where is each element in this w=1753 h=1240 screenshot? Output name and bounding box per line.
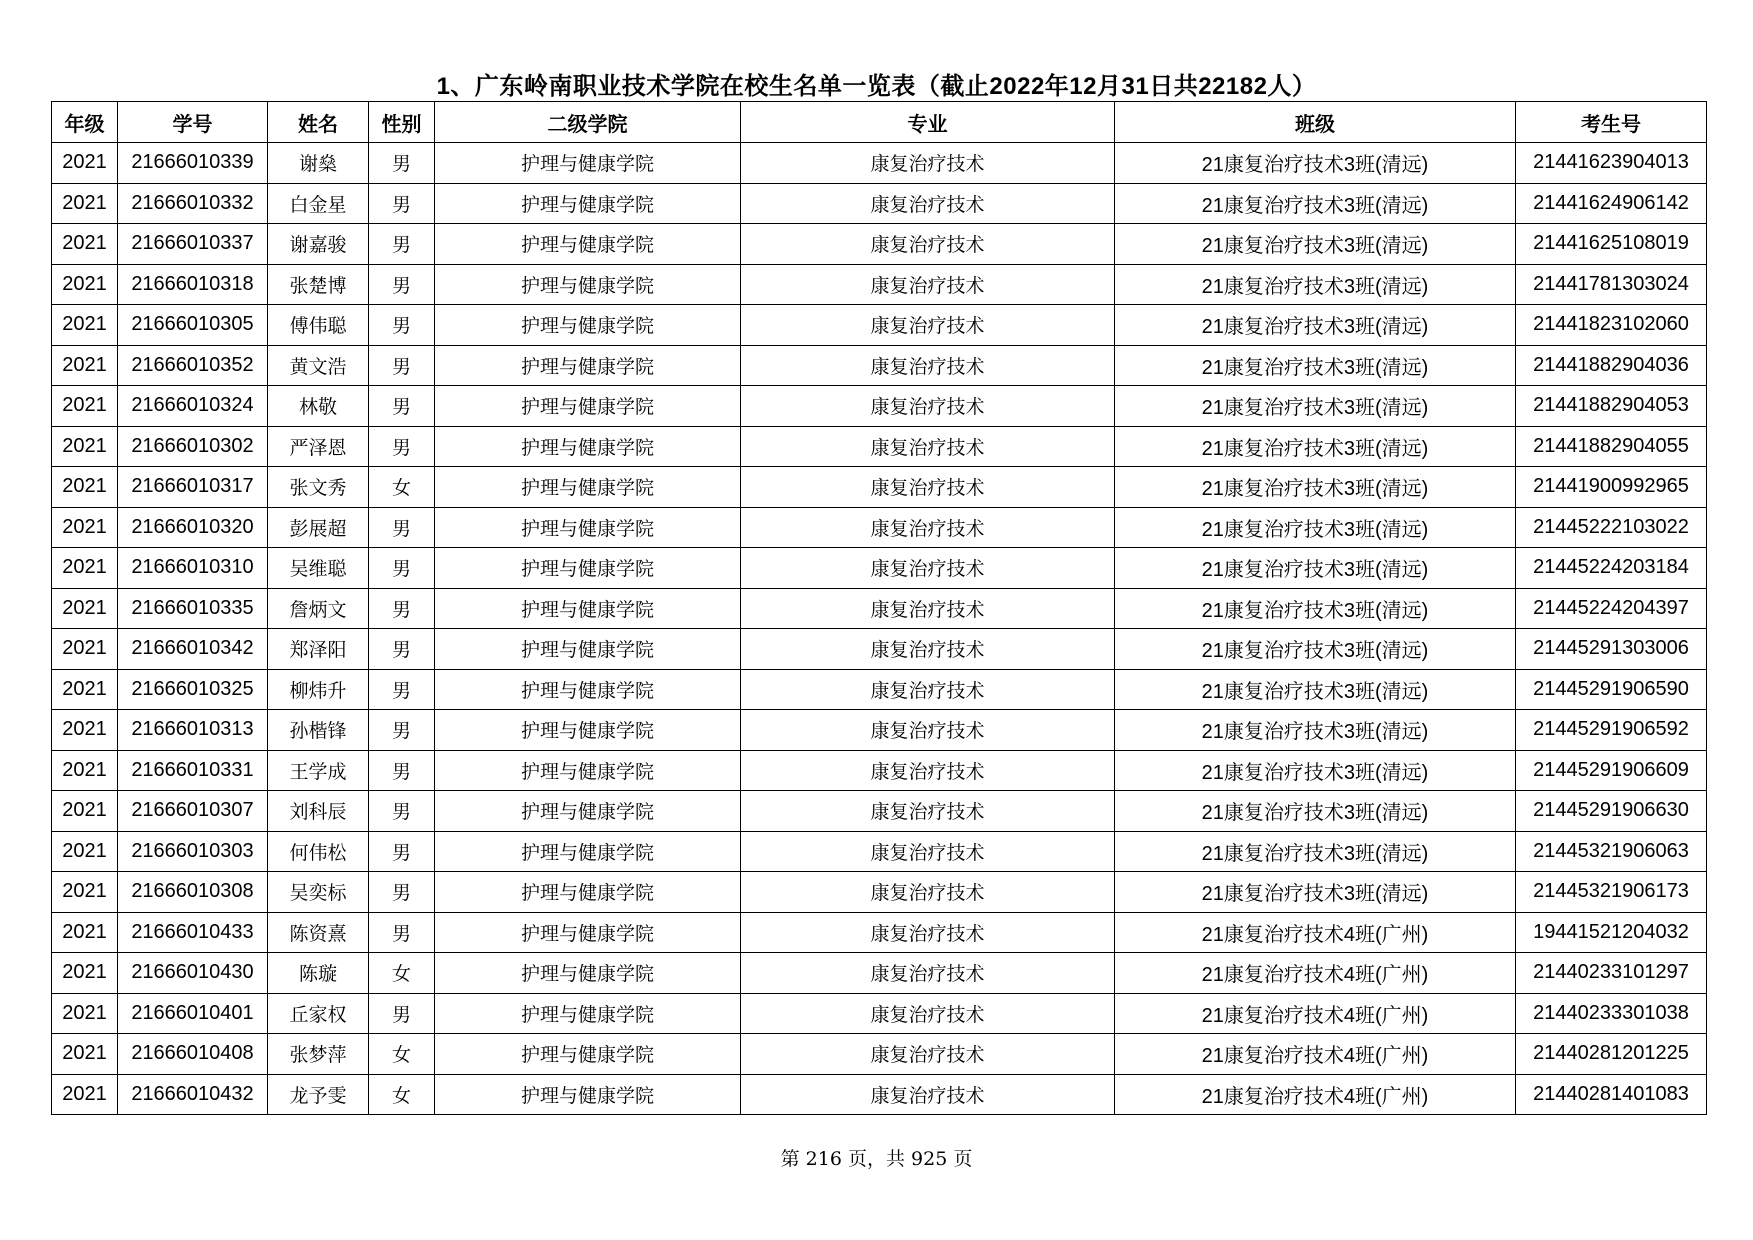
class-cell: 21康复治疗技术4班(广州): [1115, 993, 1516, 1034]
table-row: [52, 507, 1707, 548]
header-class: 班级: [1115, 102, 1516, 143]
gender-cell: 男: [369, 143, 435, 184]
major-cell: 康复治疗技术: [741, 791, 1115, 832]
gender-cell: 男: [369, 831, 435, 872]
table-row: [52, 588, 1707, 629]
name-cell: 黄文浩: [268, 345, 369, 386]
college-cell: 护理与健康学院: [435, 264, 741, 305]
name-cell: 郑泽阳: [268, 629, 369, 670]
table-row: [52, 1074, 1707, 1115]
college-cell: 护理与健康学院: [435, 305, 741, 346]
name-cell: 龙予雯: [268, 1074, 369, 1115]
name-cell: 陈资熹: [268, 912, 369, 953]
student-id-cell: 21666010342: [118, 629, 268, 670]
student-id-cell: 21666010303: [118, 831, 268, 872]
student-id-cell: 21666010307: [118, 791, 268, 832]
student-id-cell: 21666010335: [118, 588, 268, 629]
gender-cell: 男: [369, 386, 435, 427]
college-cell: 护理与健康学院: [435, 224, 741, 265]
grade-cell: 2021: [52, 386, 118, 427]
gender-cell: 男: [369, 305, 435, 346]
table-row: [52, 426, 1707, 467]
college-cell: 护理与健康学院: [435, 912, 741, 953]
gender-cell: 男: [369, 588, 435, 629]
college-cell: 护理与健康学院: [435, 386, 741, 427]
name-cell: 张梦萍: [268, 1034, 369, 1075]
student-id-cell: 21666010432: [118, 1074, 268, 1115]
college-cell: 护理与健康学院: [435, 507, 741, 548]
grade-cell: 2021: [52, 426, 118, 467]
exam-number-cell: 21441625108019: [1516, 224, 1707, 265]
grade-cell: 2021: [52, 588, 118, 629]
class-cell: 21康复治疗技术3班(清远): [1115, 669, 1516, 710]
grade-cell: 2021: [52, 507, 118, 548]
college-cell: 护理与健康学院: [435, 426, 741, 467]
table-row: [52, 872, 1707, 913]
college-cell: 护理与健康学院: [435, 143, 741, 184]
major-cell: 康复治疗技术: [741, 710, 1115, 751]
grade-cell: 2021: [52, 467, 118, 508]
table-row: [52, 831, 1707, 872]
college-cell: 护理与健康学院: [435, 1074, 741, 1115]
table-row: [52, 953, 1707, 994]
exam-number-cell: 21441781303024: [1516, 264, 1707, 305]
name-cell: 张楚博: [268, 264, 369, 305]
gender-cell: 男: [369, 548, 435, 589]
table-row: [52, 224, 1707, 265]
exam-number-cell: 21440281201225: [1516, 1034, 1707, 1075]
name-cell: 彭展超: [268, 507, 369, 548]
exam-number-cell: 21441624906142: [1516, 183, 1707, 224]
exam-number-cell: 21445291906609: [1516, 750, 1707, 791]
name-cell: 丘家权: [268, 993, 369, 1034]
grade-cell: 2021: [52, 872, 118, 913]
major-cell: 康复治疗技术: [741, 912, 1115, 953]
student-id-cell: 21666010324: [118, 386, 268, 427]
table-row: [52, 143, 1707, 184]
college-cell: 护理与健康学院: [435, 710, 741, 751]
college-cell: 护理与健康学院: [435, 791, 741, 832]
table-body: [52, 143, 1707, 1115]
table-row: [52, 993, 1707, 1034]
student-id-cell: 21666010318: [118, 264, 268, 305]
header-major: 专业: [741, 102, 1115, 143]
gender-cell: 男: [369, 264, 435, 305]
college-cell: 护理与健康学院: [435, 1034, 741, 1075]
name-cell: 何伟松: [268, 831, 369, 872]
header-exam-number: 考生号: [1516, 102, 1707, 143]
major-cell: 康复治疗技术: [741, 1034, 1115, 1075]
major-cell: 康复治疗技术: [741, 345, 1115, 386]
class-cell: 21康复治疗技术3班(清远): [1115, 548, 1516, 589]
major-cell: 康复治疗技术: [741, 467, 1115, 508]
class-cell: 21康复治疗技术3班(清远): [1115, 872, 1516, 913]
gender-cell: 男: [369, 669, 435, 710]
header-name: 姓名: [268, 102, 369, 143]
class-cell: 21康复治疗技术4班(广州): [1115, 1034, 1516, 1075]
class-cell: 21康复治疗技术3班(清远): [1115, 467, 1516, 508]
major-cell: 康复治疗技术: [741, 548, 1115, 589]
college-cell: 护理与健康学院: [435, 831, 741, 872]
student-id-cell: 21666010352: [118, 345, 268, 386]
exam-number-cell: 21441882904036: [1516, 345, 1707, 386]
student-id-cell: 21666010325: [118, 669, 268, 710]
student-id-cell: 21666010313: [118, 710, 268, 751]
table-row: [52, 669, 1707, 710]
major-cell: 康复治疗技术: [741, 183, 1115, 224]
grade-cell: 2021: [52, 791, 118, 832]
grade-cell: 2021: [52, 912, 118, 953]
gender-cell: 男: [369, 426, 435, 467]
student-id-cell: 21666010302: [118, 426, 268, 467]
major-cell: 康复治疗技术: [741, 953, 1115, 994]
student-id-cell: 21666010339: [118, 143, 268, 184]
table-header-row: [52, 102, 1707, 143]
exam-number-cell: 21445224203184: [1516, 548, 1707, 589]
table-row: [52, 791, 1707, 832]
gender-cell: 男: [369, 791, 435, 832]
college-cell: 护理与健康学院: [435, 993, 741, 1034]
page-footer: 第 216 页，共 925 页: [780, 1148, 973, 1170]
major-cell: 康复治疗技术: [741, 831, 1115, 872]
name-cell: 傅伟聪: [268, 305, 369, 346]
table-row: [52, 1034, 1707, 1075]
student-id-cell: 21666010401: [118, 993, 268, 1034]
student-roster-table: [51, 101, 1707, 1115]
major-cell: 康复治疗技术: [741, 669, 1115, 710]
grade-cell: 2021: [52, 183, 118, 224]
major-cell: 康复治疗技术: [741, 629, 1115, 670]
name-cell: 刘科辰: [268, 791, 369, 832]
gender-cell: 男: [369, 912, 435, 953]
gender-cell: 男: [369, 507, 435, 548]
table-row: [52, 912, 1707, 953]
header-grade: 年级: [52, 102, 118, 143]
class-cell: 21康复治疗技术4班(广州): [1115, 1074, 1516, 1115]
college-cell: 护理与健康学院: [435, 872, 741, 913]
student-id-cell: 21666010308: [118, 872, 268, 913]
major-cell: 康复治疗技术: [741, 426, 1115, 467]
grade-cell: 2021: [52, 1034, 118, 1075]
class-cell: 21康复治疗技术3班(清远): [1115, 507, 1516, 548]
grade-cell: 2021: [52, 305, 118, 346]
gender-cell: 女: [369, 467, 435, 508]
header-student-id: 学号: [118, 102, 268, 143]
grade-cell: 2021: [52, 710, 118, 751]
major-cell: 康复治疗技术: [741, 507, 1115, 548]
class-cell: 21康复治疗技术3班(清远): [1115, 264, 1516, 305]
class-cell: 21康复治疗技术3班(清远): [1115, 224, 1516, 265]
major-cell: 康复治疗技术: [741, 386, 1115, 427]
major-cell: 康复治疗技术: [741, 993, 1115, 1034]
table-row: [52, 548, 1707, 589]
class-cell: 21康复治疗技术3班(清远): [1115, 831, 1516, 872]
student-id-cell: 21666010430: [118, 953, 268, 994]
exam-number-cell: 21440281401083: [1516, 1074, 1707, 1115]
college-cell: 护理与健康学院: [435, 953, 741, 994]
student-id-cell: 21666010337: [118, 224, 268, 265]
table-row: [52, 305, 1707, 346]
grade-cell: 2021: [52, 953, 118, 994]
student-id-cell: 21666010320: [118, 507, 268, 548]
table-row: [52, 467, 1707, 508]
exam-number-cell: 21440233101297: [1516, 953, 1707, 994]
gender-cell: 女: [369, 953, 435, 994]
name-cell: 詹炳文: [268, 588, 369, 629]
grade-cell: 2021: [52, 831, 118, 872]
college-cell: 护理与健康学院: [435, 669, 741, 710]
name-cell: 柳炜升: [268, 669, 369, 710]
header-college: 二级学院: [435, 102, 741, 143]
major-cell: 康复治疗技术: [741, 1074, 1115, 1115]
major-cell: 康复治疗技术: [741, 588, 1115, 629]
student-id-cell: 21666010317: [118, 467, 268, 508]
class-cell: 21康复治疗技术3班(清远): [1115, 305, 1516, 346]
class-cell: 21康复治疗技术3班(清远): [1115, 710, 1516, 751]
class-cell: 21康复治疗技术3班(清远): [1115, 588, 1516, 629]
name-cell: 白金星: [268, 183, 369, 224]
college-cell: 护理与健康学院: [435, 629, 741, 670]
exam-number-cell: 21441623904013: [1516, 143, 1707, 184]
name-cell: 严泽恩: [268, 426, 369, 467]
gender-cell: 女: [369, 1034, 435, 1075]
major-cell: 康复治疗技术: [741, 305, 1115, 346]
gender-cell: 男: [369, 750, 435, 791]
grade-cell: 2021: [52, 224, 118, 265]
gender-cell: 男: [369, 224, 435, 265]
student-id-cell: 21666010332: [118, 183, 268, 224]
class-cell: 21康复治疗技术4班(广州): [1115, 912, 1516, 953]
exam-number-cell: 21445224204397: [1516, 588, 1707, 629]
college-cell: 护理与健康学院: [435, 548, 741, 589]
table-row: [52, 345, 1707, 386]
name-cell: 吴奕标: [268, 872, 369, 913]
class-cell: 21康复治疗技术3班(清远): [1115, 345, 1516, 386]
class-cell: 21康复治疗技术3班(清远): [1115, 426, 1516, 467]
grade-cell: 2021: [52, 264, 118, 305]
major-cell: 康复治疗技术: [741, 750, 1115, 791]
exam-number-cell: 21445321906173: [1516, 872, 1707, 913]
name-cell: 谢嘉骏: [268, 224, 369, 265]
class-cell: 21康复治疗技术3班(清远): [1115, 791, 1516, 832]
exam-number-cell: 19441521204032: [1516, 912, 1707, 953]
major-cell: 康复治疗技术: [741, 143, 1115, 184]
header-gender: 性别: [369, 102, 435, 143]
grade-cell: 2021: [52, 345, 118, 386]
gender-cell: 男: [369, 710, 435, 751]
name-cell: 陈璇: [268, 953, 369, 994]
college-cell: 护理与健康学院: [435, 588, 741, 629]
class-cell: 21康复治疗技术3班(清远): [1115, 629, 1516, 670]
table-row: [52, 750, 1707, 791]
grade-cell: 2021: [52, 629, 118, 670]
student-id-cell: 21666010408: [118, 1034, 268, 1075]
exam-number-cell: 21441900992965: [1516, 467, 1707, 508]
name-cell: 张文秀: [268, 467, 369, 508]
college-cell: 护理与健康学院: [435, 467, 741, 508]
page-title: 1、广东岭南职业技术学院在校生名单一览表（截止2022年12月31日共22182人）: [436, 73, 1317, 100]
exam-number-cell: 21445291906590: [1516, 669, 1707, 710]
gender-cell: 男: [369, 183, 435, 224]
table-row: [52, 183, 1707, 224]
grade-cell: 2021: [52, 548, 118, 589]
college-cell: 护理与健康学院: [435, 750, 741, 791]
college-cell: 护理与健康学院: [435, 183, 741, 224]
college-cell: 护理与健康学院: [435, 345, 741, 386]
class-cell: 21康复治疗技术3班(清远): [1115, 143, 1516, 184]
class-cell: 21康复治疗技术4班(广州): [1115, 953, 1516, 994]
name-cell: 谢燊: [268, 143, 369, 184]
student-id-cell: 21666010331: [118, 750, 268, 791]
student-id-cell: 21666010433: [118, 912, 268, 953]
gender-cell: 男: [369, 345, 435, 386]
table-row: [52, 264, 1707, 305]
grade-cell: 2021: [52, 750, 118, 791]
name-cell: 孙楷锋: [268, 710, 369, 751]
student-id-cell: 21666010310: [118, 548, 268, 589]
exam-number-cell: 21445291906592: [1516, 710, 1707, 751]
major-cell: 康复治疗技术: [741, 224, 1115, 265]
major-cell: 康复治疗技术: [741, 264, 1115, 305]
exam-number-cell: 21441823102060: [1516, 305, 1707, 346]
exam-number-cell: 21445222103022: [1516, 507, 1707, 548]
gender-cell: 男: [369, 872, 435, 913]
grade-cell: 2021: [52, 993, 118, 1034]
exam-number-cell: 21441882904053: [1516, 386, 1707, 427]
table-row: [52, 629, 1707, 670]
class-cell: 21康复治疗技术3班(清远): [1115, 386, 1516, 427]
name-cell: 吴维聪: [268, 548, 369, 589]
table-row: [52, 710, 1707, 751]
table-row: [52, 386, 1707, 427]
class-cell: 21康复治疗技术3班(清远): [1115, 750, 1516, 791]
exam-number-cell: 21445291906630: [1516, 791, 1707, 832]
exam-number-cell: 21440233301038: [1516, 993, 1707, 1034]
exam-number-cell: 21445291303006: [1516, 629, 1707, 670]
exam-number-cell: 21445321906063: [1516, 831, 1707, 872]
name-cell: 林敬: [268, 386, 369, 427]
grade-cell: 2021: [52, 1074, 118, 1115]
major-cell: 康复治疗技术: [741, 872, 1115, 913]
class-cell: 21康复治疗技术3班(清远): [1115, 183, 1516, 224]
name-cell: 王学成: [268, 750, 369, 791]
gender-cell: 男: [369, 629, 435, 670]
exam-number-cell: 21441882904055: [1516, 426, 1707, 467]
student-id-cell: 21666010305: [118, 305, 268, 346]
gender-cell: 男: [369, 993, 435, 1034]
grade-cell: 2021: [52, 669, 118, 710]
gender-cell: 女: [369, 1074, 435, 1115]
grade-cell: 2021: [52, 143, 118, 184]
